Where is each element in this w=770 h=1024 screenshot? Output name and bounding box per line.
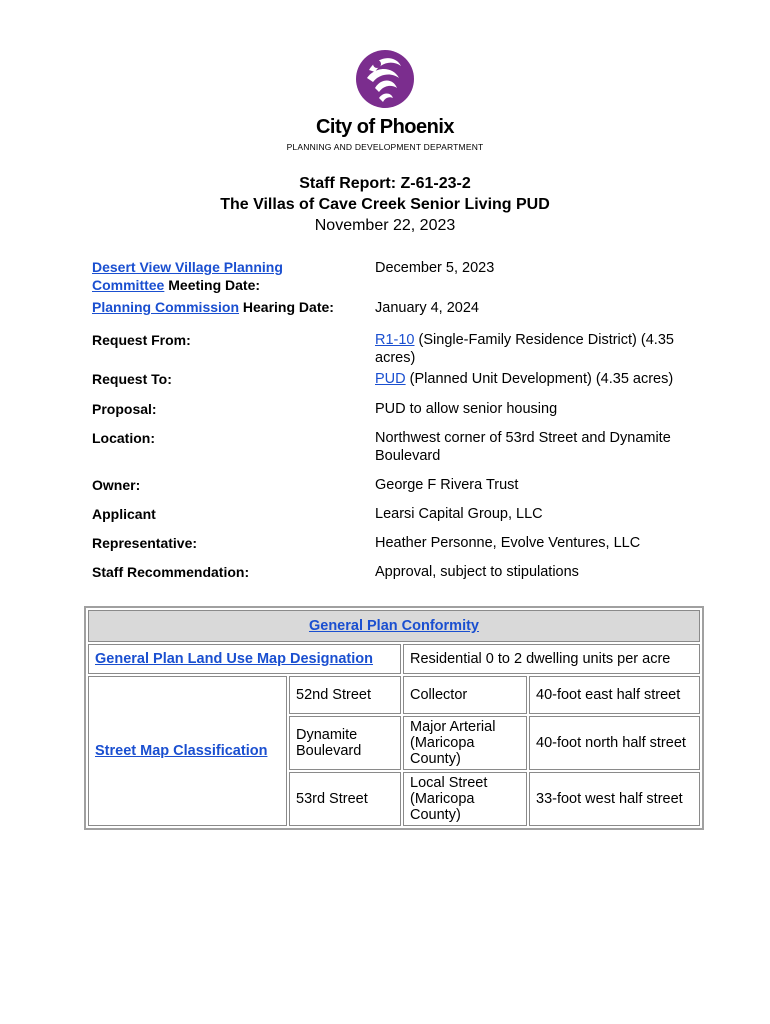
general-plan-table: [84, 606, 704, 830]
street-name-cell: Dynamite Boulevard: [289, 716, 401, 770]
department-name: PLANNING AND DEVELOPMENT DEPARTMENT: [286, 142, 484, 152]
r1-10-link[interactable]: R1-10: [375, 332, 415, 348]
request-to-text: (Planned Unit Development) (4.35 acres): [405, 371, 674, 387]
location-value: Northwest corner of 53rd Street and Dynamite Boulevard: [375, 430, 671, 464]
land-use-label-cell: [88, 644, 401, 674]
table-header-cell: [88, 610, 700, 642]
location-label: Location:: [92, 430, 155, 446]
street-class-cell: Collector: [403, 676, 527, 714]
report-title: Staff Report: Z-61-23-2: [299, 175, 471, 192]
commission-label: [92, 298, 334, 316]
proposal-label: Proposal:: [92, 401, 157, 417]
table-header-row: [88, 610, 700, 642]
owner-label: Owner:: [92, 477, 141, 493]
staff-recommendation-label: Staff Recommendation:: [92, 564, 250, 580]
request-to-label: Request To:: [92, 371, 172, 387]
owner-value: George F Rivera Trust: [375, 477, 519, 493]
street-name-cell: 53rd Street: [289, 772, 401, 826]
village-committee-link[interactable]: Desert View Village Planning: [92, 259, 283, 275]
report-date: November 22, 2023: [314, 217, 456, 234]
phoenix-bird-logo-icon: [355, 48, 415, 110]
request-from-text: (Single-Family Residence District) (4.35 acres): [375, 332, 674, 366]
committee-link[interactable]: Committee: [92, 277, 165, 293]
report-subtitle: The Villas of Cave Creek Senior Living PUD: [220, 196, 550, 213]
general-plan-conformity-link[interactable]: General Plan Conformity: [308, 618, 479, 634]
representative-value: Heather Personne, Evolve Ventures, LLC: [375, 535, 641, 551]
street-width-cell: 33-foot west half street: [529, 772, 700, 826]
city-logo: [0, 48, 770, 110]
org-name: City of Phoenix: [315, 116, 455, 138]
street-class-cell: Major Arterial (Maricopa County): [403, 716, 527, 770]
planning-commission-link[interactable]: Planning Commission: [92, 299, 240, 315]
meeting-date-label: Meeting Date:: [164, 277, 261, 293]
pud-link[interactable]: PUD: [375, 371, 406, 387]
village-committee-label: [92, 258, 283, 294]
street-name-cell: 52nd Street: [289, 676, 401, 714]
hearing-date-label: Hearing Date:: [239, 299, 334, 315]
street-width-cell: 40-foot east half street: [529, 676, 700, 714]
land-use-link[interactable]: General Plan Land Use Map Designation: [95, 651, 373, 667]
staff-recommendation-value: Approval, subject to stipulations: [375, 564, 579, 580]
table-row: [88, 676, 700, 714]
applicant-value: Learsi Capital Group, LLC: [375, 506, 543, 522]
street-map-label-cell: [88, 676, 287, 826]
table-row: [88, 644, 700, 674]
street-class-cell: Local Street (Maricopa County): [403, 772, 527, 826]
meeting-date-value: December 5, 2023: [375, 260, 495, 276]
street-width-cell: 40-foot north half street: [529, 716, 700, 770]
street-map-link[interactable]: Street Map Classification: [95, 743, 268, 759]
representative-label: Representative:: [92, 535, 198, 551]
request-from-value: [375, 331, 705, 367]
request-to-value: [375, 370, 705, 388]
applicant-label: Applicant: [92, 506, 156, 522]
hearing-date-value: January 4, 2024: [375, 300, 479, 316]
request-from-label: Request From:: [92, 332, 191, 348]
proposal-value: PUD to allow senior housing: [375, 401, 558, 417]
land-use-value-cell: Residential 0 to 2 dwelling units per acre: [403, 644, 700, 674]
